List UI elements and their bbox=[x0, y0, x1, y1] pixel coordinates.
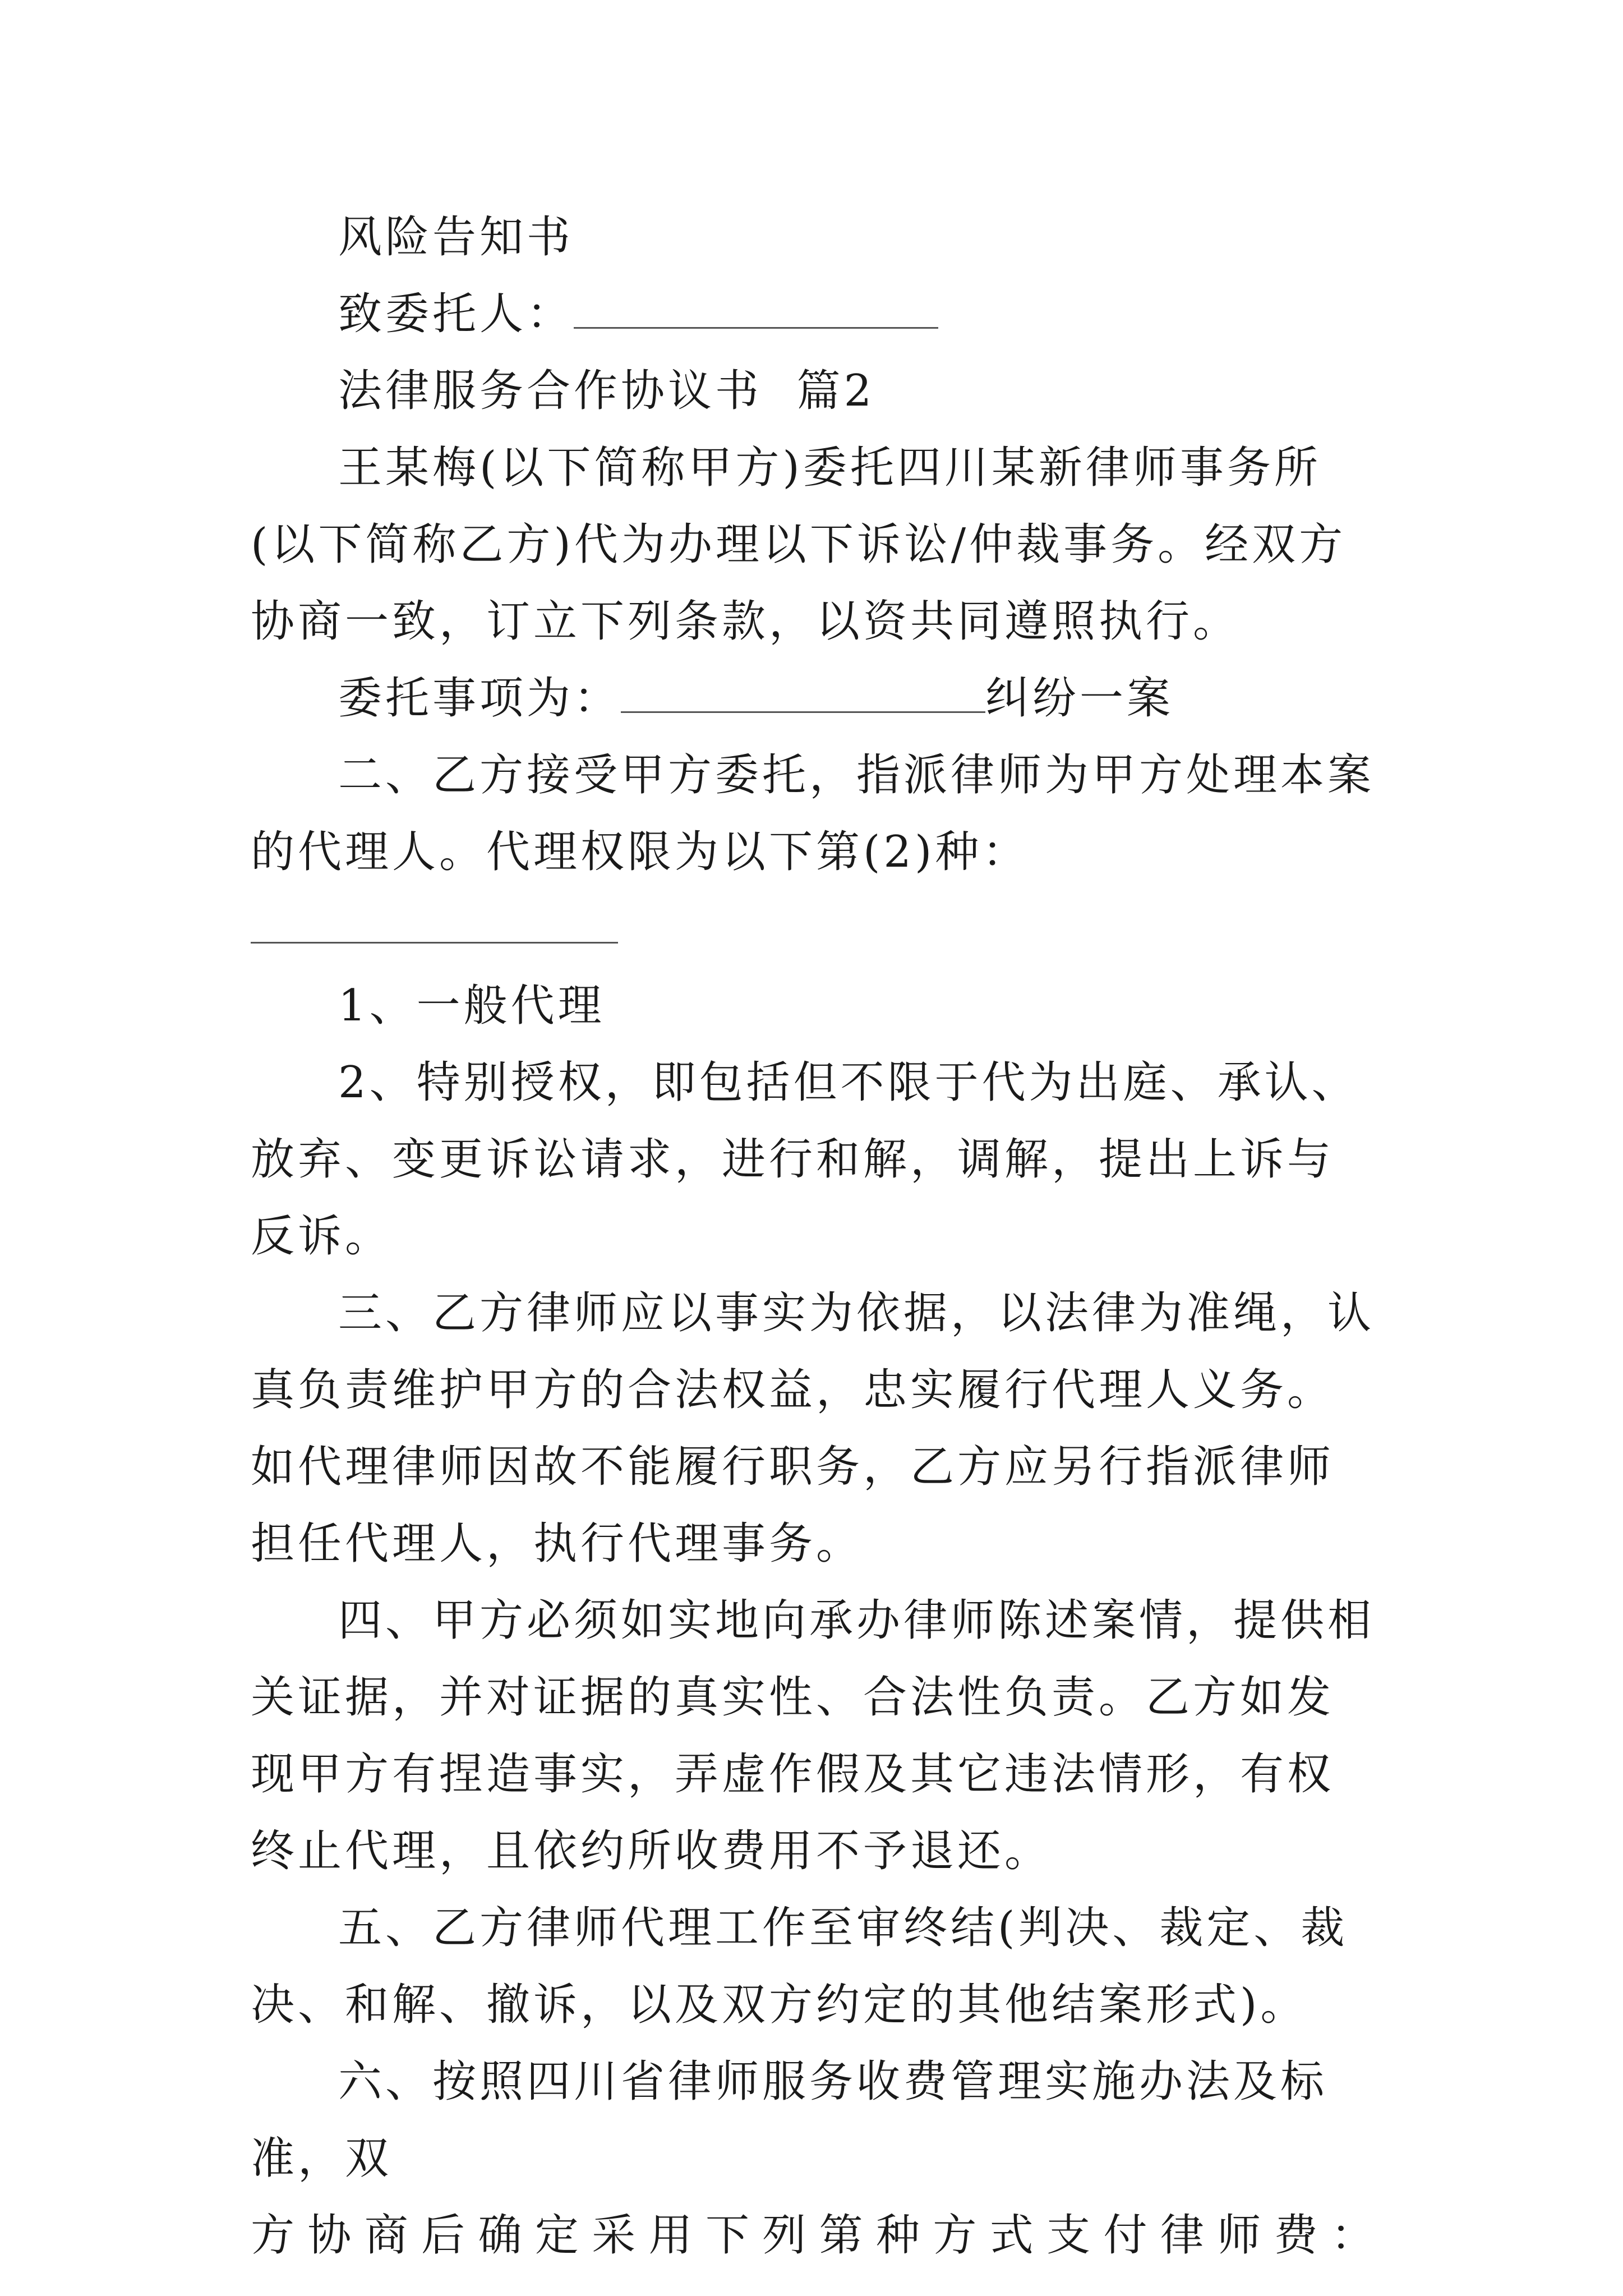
client-name-blank bbox=[574, 291, 938, 329]
matter-blank bbox=[621, 675, 985, 713]
to-client-label: 致委托人： bbox=[338, 289, 574, 339]
agreement-title: 法律服务合作协议书 篇2 bbox=[338, 366, 875, 416]
authority-blank bbox=[251, 906, 618, 944]
matter-line bbox=[251, 660, 1378, 737]
clause-2-line bbox=[251, 737, 1378, 968]
intro-paragraph: 王某梅(以下简称甲方)委托四川某新律师事务所(以下简称乙方)代为办理以下诉讼/仲裁事务。经双方协商一致，订立下列条款，以资共同遵照执行。 bbox=[251, 443, 1347, 647]
clause-6-line-1: 六、按照四川省律师服务收费管理实施办法及标准，双 bbox=[251, 2056, 1328, 2184]
clause-6-line-2: 方协商后确定采用下列第种方式支付律师费： bbox=[251, 2210, 1378, 2261]
matter-label: 委托事项为： bbox=[338, 673, 621, 724]
option-1: 1、一般代理 bbox=[338, 981, 605, 1031]
clause-5: 五、乙方律师代理工作至审终结(判决、裁定、裁决、和解、撤诉，以及双方约定的其他结案形式)。 bbox=[251, 1903, 1348, 2030]
heading-risk-notice: 风险告知书 bbox=[338, 212, 574, 263]
clause-4: 四、甲方必须如实地向承办律师陈述案情，提供相关证据，并对证据的真实性、合法性负责。乙方如发现甲方有捏造事实，弄虚作假及其它违法情形，有权终止代理，且依约所收费用不予退还。 bbox=[251, 1595, 1375, 1876]
clause-2: 二、乙方接受甲方委托，指派律师为甲方处理本案的代理人。代理权限为以下第(2)种： bbox=[251, 750, 1375, 877]
option-2: 2、特别授权，即包括但不限于代为出庭、承认、放弃、变更诉讼请求，进行和解，调解，提出上诉与反诉。 bbox=[251, 1057, 1359, 1262]
clause-3: 三、乙方律师应以事实为依据，以法律为准绳，认真负责维护甲方的合法权益，忠实履行代理人义务。如代理律师因故不能履行职务，乙方应另行指派律师担任代理人，执行代理事务。 bbox=[251, 1288, 1375, 1569]
matter-suffix: 纠纷一案 bbox=[985, 673, 1174, 724]
document-body bbox=[251, 199, 1378, 2274]
to-client-line bbox=[251, 276, 1378, 353]
